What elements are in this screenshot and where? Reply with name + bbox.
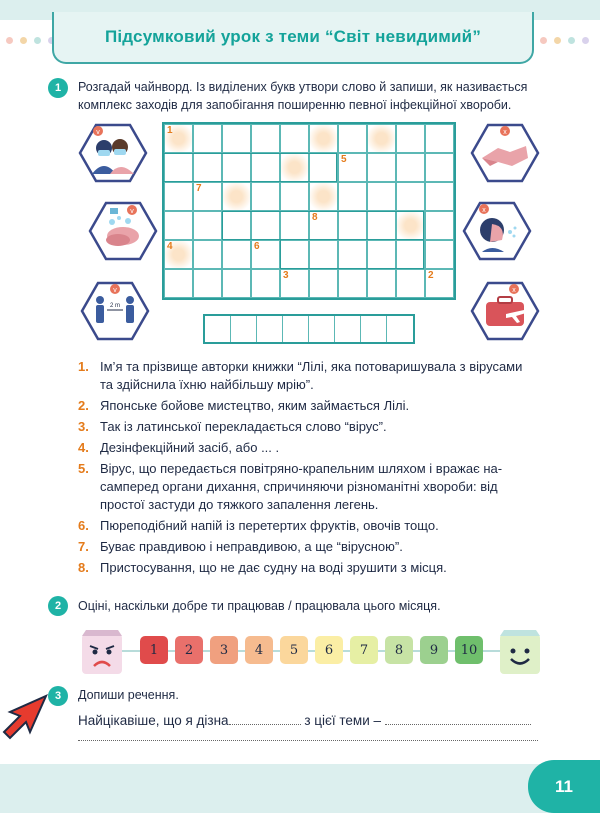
- crossword-cell[interactable]: [164, 240, 193, 269]
- clue-item: 6. Пюреподібний напій із перетертих фруктів, овочів тощо.: [78, 518, 439, 533]
- rating-7[interactable]: 7: [350, 636, 378, 664]
- masked-people-icon: [78, 122, 148, 184]
- clue-item: 2. Японське бойове мистецтво, яким займається Лілі.: [78, 398, 410, 413]
- clue-list: [78, 358, 538, 580]
- crossword-cell[interactable]: [222, 124, 251, 153]
- clue-item: 5. Вірус, що передається повітряно-крапельним шляхом і вражає насамперед органи дихання, спричиняючи різноманітні хвороби: від простої застуди до тяжкого запалення легень.: [78, 461, 503, 512]
- crossword-cell[interactable]: [280, 240, 309, 269]
- crossword-cell[interactable]: [280, 269, 309, 298]
- sentence-line: [78, 712, 538, 730]
- answer-cell[interactable]: [335, 316, 361, 342]
- blank-answer[interactable]: [385, 713, 531, 725]
- svg-text:v: v: [96, 129, 100, 136]
- crossword-cell[interactable]: [396, 124, 425, 153]
- hand-washing-icon: [88, 200, 158, 262]
- crossword-cell[interactable]: [338, 182, 367, 211]
- crossword-cell[interactable]: [193, 211, 222, 240]
- task1-instruction: Розгадай чайнворд. Із виділених букв утвори слово й запиши, як називається комплекс заходів для запобігання поширенню певної інфекційної хвороби.: [78, 80, 528, 112]
- crossword-cell[interactable]: [222, 211, 251, 240]
- task-number-3: 3: [48, 686, 68, 706]
- answer-cell[interactable]: [257, 316, 283, 342]
- rating-1[interactable]: 1: [140, 636, 168, 664]
- crossword-cell[interactable]: [367, 211, 396, 240]
- clue-item: 1. Ім’я та прізвище авторки книжки “Лілі, яка потоваришувала з вірусами та здійснила їхню найбільшу мрію”.: [78, 359, 523, 392]
- lesson-title-box: [52, 12, 534, 64]
- crossword-cell[interactable]: [396, 240, 425, 269]
- crossword-cell[interactable]: [309, 182, 338, 211]
- answer-cell[interactable]: [231, 316, 257, 342]
- task2-instruction: Оціні, наскільки добре ти працював / працювала цього місяця.: [78, 599, 441, 613]
- sneezing-icon: [462, 200, 532, 262]
- sad-face-icon: [76, 626, 128, 678]
- footer-band: [0, 764, 600, 813]
- clue-item: 7. Буває правдивою і неправдивою, а ще “вірусною”.: [78, 539, 403, 554]
- crossword-cell[interactable]: [251, 182, 280, 211]
- rating-5[interactable]: 5: [280, 636, 308, 664]
- clue-item: 8. Пристосування, що не дає судну на воді зрушити з місця.: [78, 560, 447, 575]
- crossword-cell[interactable]: [338, 124, 367, 153]
- self-rating-scale: [140, 636, 483, 664]
- rating-8[interactable]: 8: [385, 636, 413, 664]
- crossword-cell[interactable]: [425, 240, 454, 269]
- crossword-cell[interactable]: [193, 182, 222, 211]
- rating-9[interactable]: 9: [420, 636, 448, 664]
- rating-4[interactable]: 4: [245, 636, 273, 664]
- crossword-cell[interactable]: [425, 153, 454, 182]
- crossword-cell[interactable]: [396, 182, 425, 211]
- crossword-cell[interactable]: [193, 269, 222, 298]
- lesson-title: Підсумковий урок з теми “Світ невидимий”: [104, 27, 482, 46]
- page-number: 11: [528, 760, 600, 813]
- rating-2[interactable]: 2: [175, 636, 203, 664]
- crossword-cell[interactable]: [222, 240, 251, 269]
- crossword-cell[interactable]: [309, 124, 338, 153]
- crossword-cell[interactable]: [251, 124, 280, 153]
- grid-number-8: 8: [312, 212, 318, 223]
- crossword-cell[interactable]: [396, 269, 425, 298]
- crossword-grid: [162, 122, 456, 300]
- crossword-cell[interactable]: [280, 182, 309, 211]
- grid-number-7: 7: [196, 183, 202, 194]
- crossword-cell[interactable]: [367, 182, 396, 211]
- crossword-cell[interactable]: [164, 182, 193, 211]
- crossword-cell[interactable]: [367, 269, 396, 298]
- crossword-cell[interactable]: [367, 124, 396, 153]
- crossword-cell[interactable]: [251, 153, 280, 182]
- svg-text:x: x: [503, 129, 507, 136]
- travel-icon: [470, 280, 540, 342]
- task-number-2: 2: [48, 596, 68, 616]
- crossword-cell[interactable]: [425, 182, 454, 211]
- crossword-cell[interactable]: [280, 124, 309, 153]
- crossword-cell[interactable]: [425, 269, 454, 298]
- svg-text:2 m: 2 m: [109, 303, 121, 309]
- grid-number-1: 1: [167, 125, 173, 136]
- sentence-middle: з цієї теми –: [304, 713, 382, 728]
- blank-ending[interactable]: [229, 713, 301, 725]
- decor-dots-right: [540, 37, 589, 44]
- crossword-cell[interactable]: [193, 240, 222, 269]
- crossword-cell[interactable]: [193, 153, 222, 182]
- clue-item: 4. Дезінфекційний засіб, або ... .: [78, 440, 280, 455]
- crossword-cell[interactable]: [193, 124, 222, 153]
- crossword-cell[interactable]: [338, 269, 367, 298]
- crossword-cell[interactable]: [251, 269, 280, 298]
- crossword-cell[interactable]: [164, 153, 193, 182]
- crossword-cell[interactable]: [164, 211, 193, 240]
- rating-3[interactable]: 3: [210, 636, 238, 664]
- task-number-1: 1: [48, 78, 68, 98]
- crossword-cell[interactable]: [222, 182, 251, 211]
- task3-instruction: Допиши речення.: [78, 688, 179, 702]
- svg-text:v: v: [130, 208, 134, 215]
- crossword-cell[interactable]: [338, 211, 367, 240]
- rating-10[interactable]: 10: [455, 636, 483, 664]
- crossword-cell[interactable]: [425, 211, 454, 240]
- crossword-cell[interactable]: [338, 240, 367, 269]
- crossword-cell[interactable]: [280, 153, 309, 182]
- grid-number-2: 2: [428, 270, 434, 281]
- handshake-icon: [470, 122, 540, 184]
- answer-cell[interactable]: [283, 316, 309, 342]
- grid-number-5: 5: [341, 154, 347, 165]
- blank-answer-line-2[interactable]: [78, 740, 538, 741]
- clue-item: 3. Так із латинської перекладається слово “вірус”.: [78, 419, 387, 434]
- answer-cell[interactable]: [205, 316, 231, 342]
- rating-6[interactable]: 6: [315, 636, 343, 664]
- crossword-cell[interactable]: [367, 240, 396, 269]
- crossword-cell[interactable]: [309, 269, 338, 298]
- svg-text:x: x: [512, 287, 516, 294]
- crossword-cell[interactable]: [164, 269, 193, 298]
- crossword-cell[interactable]: [280, 211, 309, 240]
- crossword-cell[interactable]: [222, 153, 251, 182]
- grid-number-3: 3: [283, 270, 289, 281]
- crossword-cell[interactable]: [367, 153, 396, 182]
- crossword-cell[interactable]: [251, 240, 280, 269]
- crossword-cell[interactable]: [251, 211, 280, 240]
- answer-cell[interactable]: [309, 316, 335, 342]
- grid-number-6: 6: [254, 241, 260, 252]
- sentence-start: Найцікавіше, що я дізна: [78, 713, 229, 728]
- crossword-cell[interactable]: [164, 124, 193, 153]
- svg-text:v: v: [113, 287, 117, 294]
- answer-cell[interactable]: [361, 316, 387, 342]
- crossword-cell[interactable]: [396, 153, 425, 182]
- crossword-cell[interactable]: [338, 153, 367, 182]
- svg-text:x: x: [482, 207, 486, 214]
- answer-word-boxes[interactable]: [203, 314, 415, 344]
- social-distance-icon: [80, 280, 150, 342]
- happy-face-icon: [494, 626, 546, 678]
- crossword-cell[interactable]: [425, 124, 454, 153]
- decor-dots-left: [6, 37, 55, 44]
- grid-number-4: 4: [167, 241, 173, 252]
- crossword-cell[interactable]: [309, 240, 338, 269]
- crossword-cell[interactable]: [309, 211, 338, 240]
- crossword-cell[interactable]: [309, 153, 338, 182]
- answer-cell[interactable]: [387, 316, 413, 342]
- crossword-cell[interactable]: [222, 269, 251, 298]
- crossword-cell[interactable]: [396, 211, 425, 240]
